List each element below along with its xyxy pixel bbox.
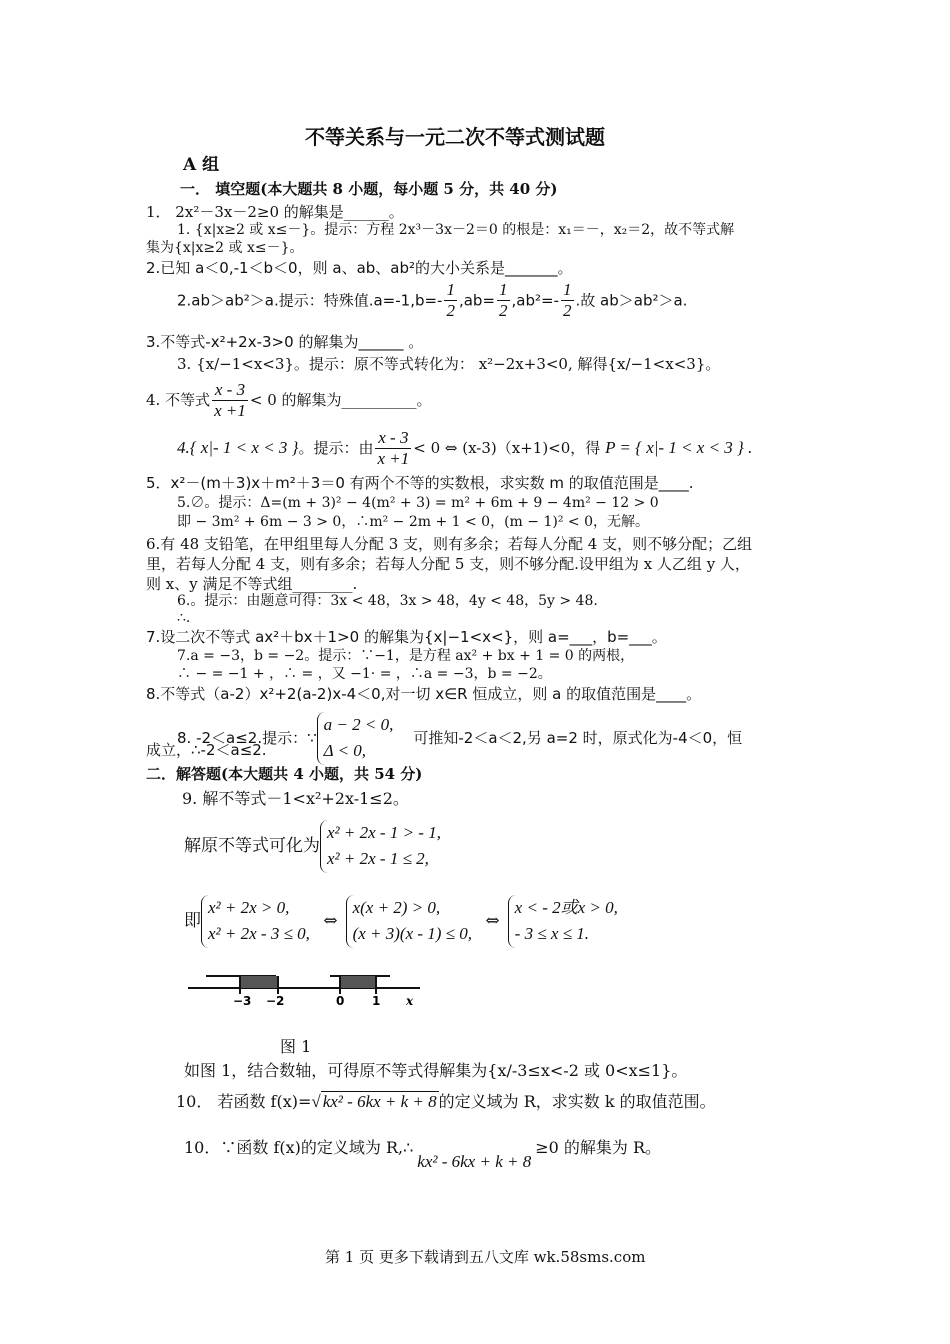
fraction-x-minus-3: $\frac{x - 3}{x +1}$ [214,380,246,421]
system-4: x < - 2或x > 0, - 3 ≤ x ≤ 1. [508,895,618,948]
answer-10: 10．∵函数 f(x)的定义域为 R,∴kx² - 6kx + k + 8≥0 的解集为 R。 [184,1138,662,1171]
section-2-heading: 二．解答题(本大题共 4 小题，共 54 分) [146,765,423,783]
page-title: 不等关系与一元二次不等式测试题 [305,125,605,149]
answer-1-line-1: 1. {x|x≥2 或 x≤－}。提示：方程 2x³－3x－2＝0 的根是：x₁＝－，x₂＝2，故不等式解 [177,222,735,238]
question-6-line-1: 6.有 48 支铅笔，在甲组里每人分配 3 支，则有多余；若每人分配 4 支，则不够分配；乙组 [146,535,753,553]
question-10: 10． 若函数 f(x)=√ kx² - 6kx + k + 8 的定义域为 R，求实数 k 的取值范围。 [176,1092,716,1111]
fraction-half: $\frac{1}{2}$ [446,280,455,321]
question-3: 3.不等式-x²+2x-3>0 的解集为______ 。 [146,333,424,351]
answer-2: 2.ab＞ab²＞a.提示：特殊值.a=-1,b=- $\frac{1}{2}$ ,ab= $\frac{1}{2}$ ,ab²=- $\frac{1}{2}$ .故 ab＞ab²＞a. [177,280,688,321]
question-9: 9. 解不等式－1<x²+2x-1≤2。 [182,789,409,808]
system-3: x(x + 2) > 0, (x + 3)(x - 1) ≤ 0, [346,895,472,948]
figure-caption: 图 1 [280,1037,312,1056]
tick-label: 1 [372,994,381,1008]
iff-symbol: ⇔ [323,910,338,931]
question-6-line-3: 则 x、y 满足不等式组________. [146,575,358,593]
section-1-heading: 一． 填空题(本大题共 8 小题，每小题 5 分，共 40 分) [180,180,558,198]
question-1: 1． 2x²－3x－2≥0 的解集是______。 [146,203,404,221]
answer-8-line-2: 成立，∴-2＜a≤2. [146,741,267,759]
q9-conclusion: 如图 1，结合数轴，可得原不等式得解集为{x/-3≤x<-2 或 0<x≤1}。 [184,1061,688,1080]
shaded-region-left [240,976,278,988]
question-7: 7.设二次不等式 ax²＋bx＋1>0 的解集为{x|−1<x<}，则 a=___，b=___。 [146,628,667,646]
answer-5-line-1: 5.∅。提示：Δ=(m + 3)² − 4(m² + 3) = m² + 6m + 9 − 4m² − 12 > 0 [177,495,659,511]
condition-system: a − 2 < 0, Δ < 0, [317,712,394,765]
tick-label: −3 [233,994,252,1008]
answer-5-line-2: 即 − 3m² + 6m − 3 > 0，∴m² − 2m + 1 < 0，(m − 1)² < 0，无解。 [177,514,649,530]
fraction-half: $\frac{1}{2}$ [563,280,572,321]
system-2: x² + 2x > 0, x² + 2x - 3 ≤ 0, [201,895,310,948]
radicand: kx² - 6kx + k + 8 [322,1092,437,1111]
system-1: x² + 2x - 1 > - 1, x² + 2x - 1 ≤ 2, [320,820,441,873]
answer-1-line-2: 集为{x|x≥2 或 x≤－}。 [146,240,304,256]
page-footer: 第 1 页 更多下载请到五八文库 wk.58sms.com [325,1248,646,1266]
question-6-line-2: 里，若每人分配 4 支，则有多余；若每人分配 5 支，则不够分配.设甲组为 x 人乙组 y 人， [146,555,750,573]
answer-4: 4.{ x|- 1 < x < 3 }。提示：由 $\frac{x - 3}{x +1}$ < 0 ⇔ (x-3)（x+1)<0，得 P = { x|- 1 < x < 3 } . [177,428,753,469]
question-2: 2.已知 a＜0,-1＜b＜0，则 a、ab、ab²的大小关系是_______。 [146,259,573,277]
answer-7-line-1: 7.a = −3，b = −2。提示：∵−1，是方程 ax² + bx + 1 = 0 的两根， [177,648,635,664]
fraction-x-minus-3: $\frac{x - 3}{x +1}$ [377,428,410,469]
tick-label: 0 [336,994,345,1008]
iff-symbol: ⇔ [485,910,500,931]
shaded-region-right [340,976,376,988]
fraction-half: $\frac{1}{2}$ [499,280,508,321]
group-label: A 组 [183,155,220,175]
answer-6-line-2: ∴. [177,610,191,626]
answer-6-line-1: 6.。提示：由题意可得：3x < 48，3x > 48，4y < 48，5y > 48. [177,593,598,609]
question-8: 8.不等式（a-2）x²+2(a-2)x-4＜0,对一切 x∈R 恒成立，则 a 的取值范围是____。 [146,685,702,703]
question-5: 5．x²－(m＋3)x＋m²＋3＝0 有两个不等的实数根，求实数 m 的取值范围是____. [146,474,694,492]
answer-8-line-1: 8. -2＜a≤2.提示：∵ a − 2 < 0, Δ < 0, 可推知-2＜a＜2,另 a=2 时，原式化为-4＜0，恒 [177,712,742,765]
axis-label: x [406,994,414,1008]
answer-3: 3. {x/−1<x<3}。提示：原不等式转化为： x²−2x+3<0, 解得{x/−1<x<3}。 [177,355,721,373]
q9-step-2: 即 x² + 2x > 0, x² + 2x - 3 ≤ 0, ⇔ x(x + 2) > 0, (x + 3)(x - 1) ≤ 0, ⇔ x < - 2或x > 0, - 3 ≤ x ≤ 1. [184,895,618,948]
answer-7-line-2: ∴ − = −1 + ，∴ = ，又 −1· = ，∴a = −3，b = −2。 [177,666,552,682]
number-line-figure [180,962,442,1016]
question-4: 4. 不等式 $\frac{x - 3}{x +1}$ < 0 的解集为__________。 [146,380,432,421]
tick-label: −2 [266,994,285,1008]
q9-step-1: 解原不等式可化为 x² + 2x - 1 > - 1, x² + 2x - 1 ≤ 2, [184,820,441,873]
